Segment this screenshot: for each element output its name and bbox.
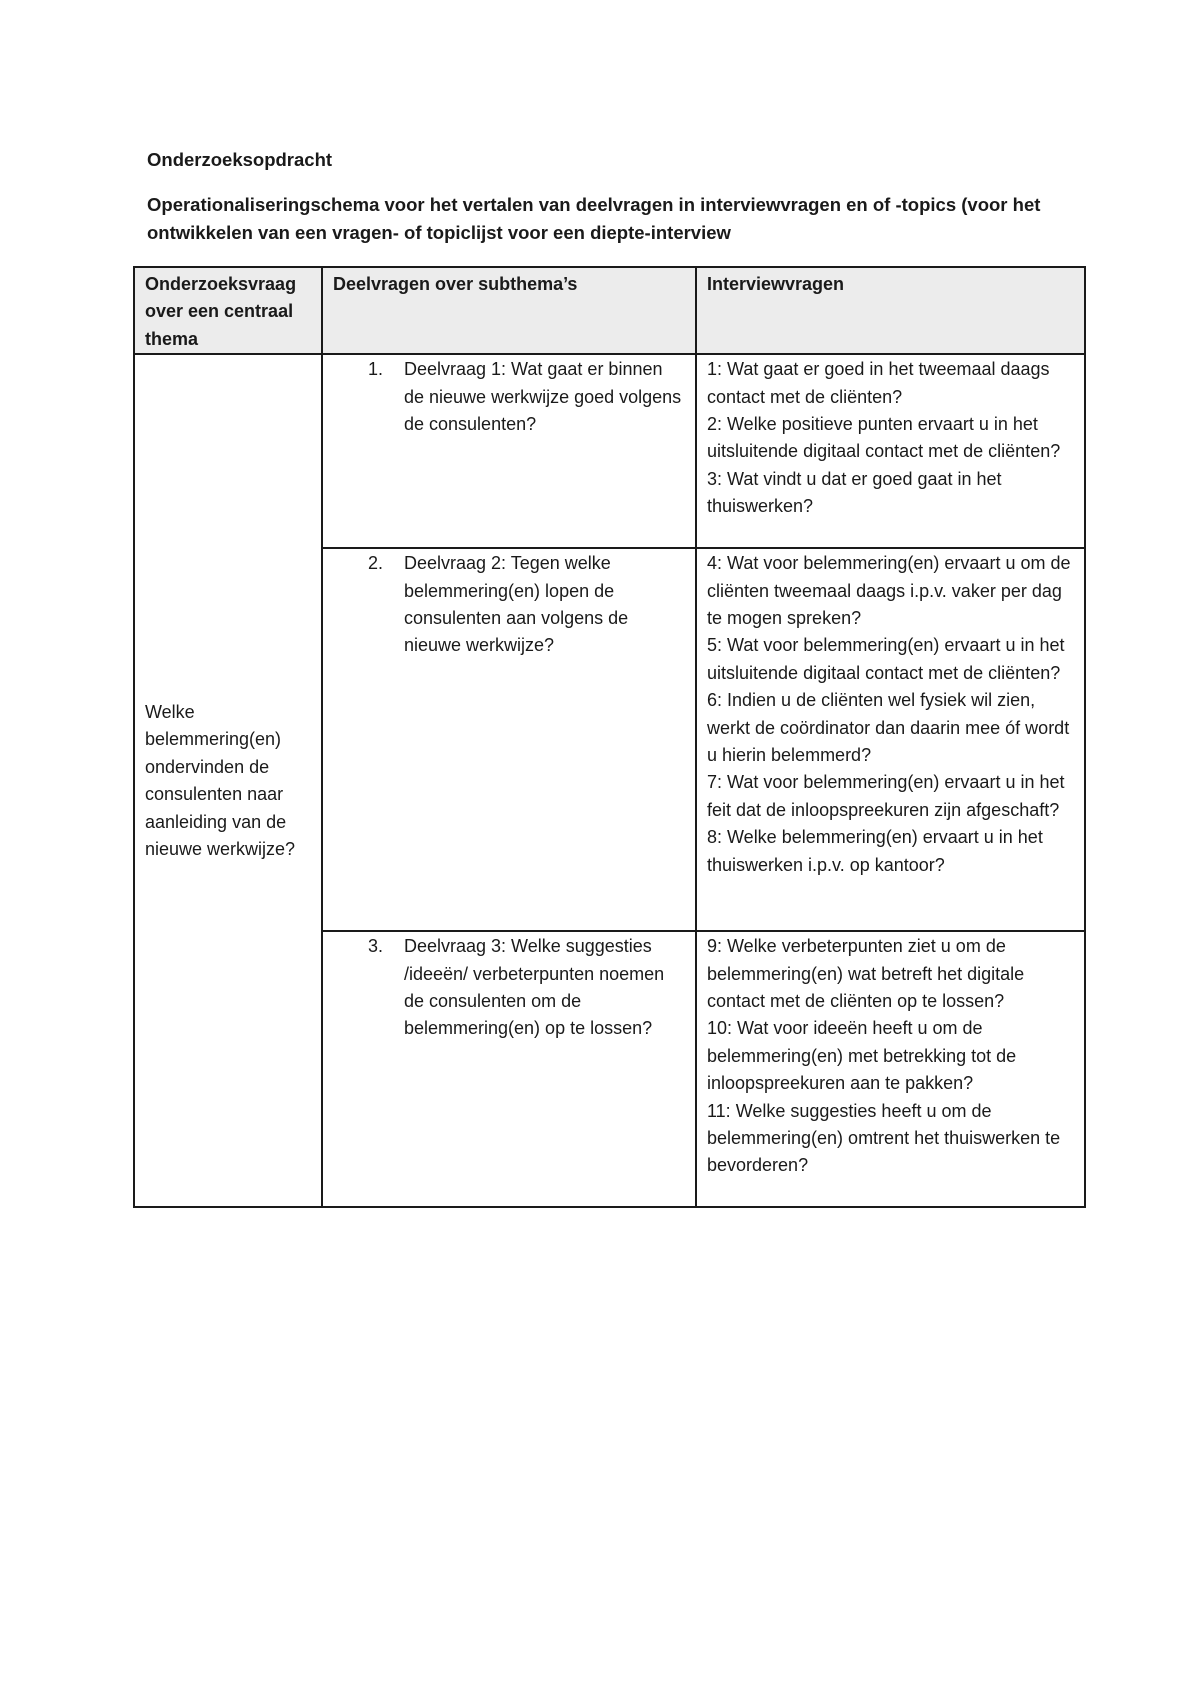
list-number: 2.	[368, 553, 384, 574]
list-item	[333, 933, 685, 1043]
list-number: 1.	[368, 359, 384, 380]
table-header-row	[134, 267, 1085, 354]
subquestion-text: Deelvraag 3: Welke suggesties /ideeën/ verbeterpunten noemen de consulenten om de belemmering(en) op te lossen?	[404, 936, 665, 1039]
interview-question: 1: Wat gaat er goed in het tweemaal daags contact met de cliënten?	[707, 359, 1050, 407]
subquestion-cell	[322, 548, 696, 931]
header-research-question: Onderzoeksvraag over een centraal thema	[134, 267, 322, 354]
header-interview-questions: Interviewvragen	[696, 267, 1085, 354]
operationalization-table	[133, 266, 1086, 1208]
interview-question: 3: Wat vindt u dat er goed gaat in het thuiswerken?	[707, 468, 1002, 517]
interview-question: 7: Wat voor belemmering(en) ervaart u in het feit dat de inloopspreekuren zijn afgeschaft?	[707, 772, 1065, 820]
table-row	[134, 354, 1085, 548]
subquestion-cell	[322, 354, 696, 548]
subquestion-cell	[322, 931, 696, 1207]
interview-question: 5: Wat voor belemmering(en) ervaart u in het uitsluitende digitaal contact met de cliënten?	[707, 635, 1065, 683]
subquestion-text: Deelvraag 1: Wat gaat er binnen de nieuwe werkwijze goed volgens de consulenten?	[404, 359, 682, 435]
interview-question: 4: Wat voor belemmering(en) ervaart u om de cliënten tweemaal daags i.p.v. vaker per dag te mogen spreken?	[707, 553, 1071, 629]
document-title: Onderzoeksopdracht	[147, 149, 333, 170]
interview-questions-cell	[696, 354, 1085, 548]
interview-questions-cell	[696, 548, 1085, 931]
interview-questions-cell	[696, 931, 1085, 1207]
interview-question: 2: Welke positieve punten ervaart u in het uitsluitende digitaal contact met de cliënten?	[707, 414, 1061, 462]
header-subquestions: Deelvragen over subthema’s	[322, 267, 696, 354]
document-subtitle: Operationaliseringschema voor het vertalen van deelvragen in interviewvragen en of -topics (voor het ontwikkelen van een vragen- of topiclijst voor een diepte-interview	[147, 194, 1041, 243]
list-item	[333, 550, 685, 660]
list-item	[333, 356, 685, 438]
interview-question: 8: Welke belemmering(en) ervaart u in het thuiswerken i.p.v. op kantoor?	[707, 827, 1043, 875]
subquestion-text: Deelvraag 2: Tegen welke belemmering(en) lopen de consulenten aan volgens de nieuwe werkwijze?	[404, 553, 629, 656]
main-research-question: Welke belemmering(en) ondervinden de consulenten naar aanleiding van de nieuwe werkwijze?	[134, 354, 322, 1207]
interview-question: 11: Welke suggesties heeft u om de belemmering(en) omtrent het thuiswerken te bevorderen?	[707, 1100, 1061, 1176]
list-number: 3.	[368, 936, 384, 957]
interview-question: 6: Indien u de cliënten wel fysiek wil zien, werkt de coördinator dan daarin mee óf wordt u hierin belemmerd?	[707, 690, 1070, 766]
interview-question: 10: Wat voor ideeën heeft u om de belemmering(en) met betrekking tot de inloopspreekuren aan te pakken?	[707, 1018, 1017, 1094]
interview-question: 9: Welke verbeterpunten ziet u om de belemmering(en) wat betreft het digitale contact met de cliënten op te lossen?	[707, 936, 1025, 1012]
